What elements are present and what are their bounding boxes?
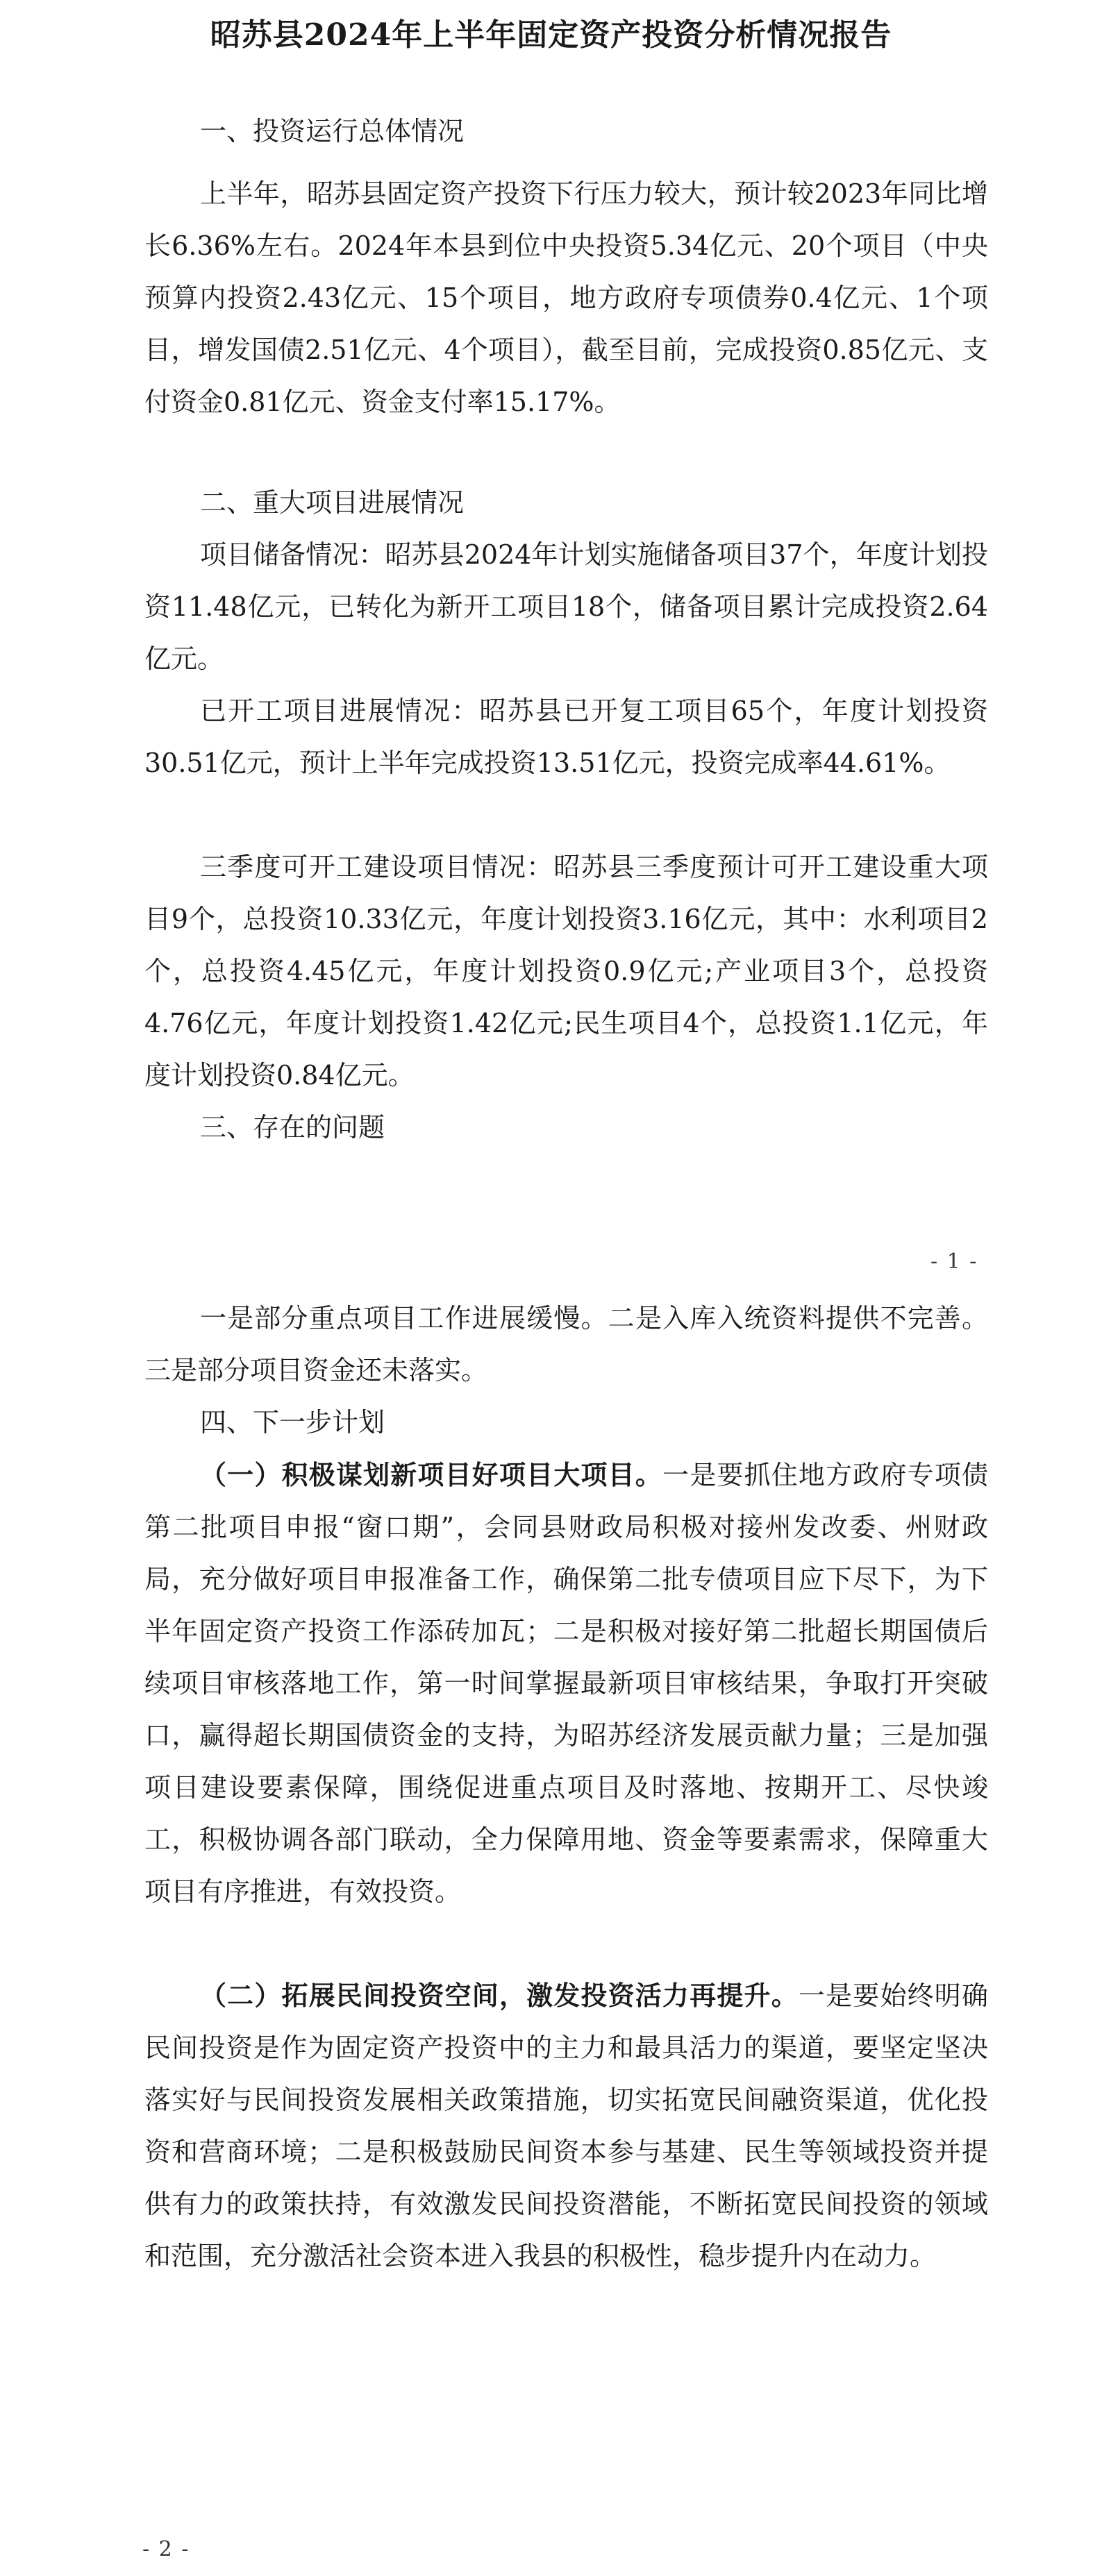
q3-paragraph [144, 841, 988, 1102]
q3-text: 昭苏县三季度预计可开工建设重大项目9个，总投资10.33亿元，年度计划投资3.16亿元，其中：水利项目2个，总投资4.45亿元，年度计划投资0.9亿元;产业项目3个，总投资4.76亿元，年度计划投资1.42亿元;民生项目4个，总投资1.1亿元，年度计划投资0.84亿元。 [144, 852, 988, 1091]
started-lead: 已开工项目进展情况： [200, 696, 480, 726]
page-number-1: - 1 - [930, 1249, 978, 1274]
page-number-2: - 2 - [142, 2537, 190, 2561]
reserve-text: 昭苏县2024年计划实施储备项目37个，年度计划投资11.48亿元，已转化为新开工项目18个，储备项目累计完成投资2.64亿元。 [144, 539, 988, 674]
plan2-paragraph [144, 1969, 988, 2282]
started-text: 昭苏县已开复工项目65个，年度计划投资30.51亿元，预计上半年完成投资13.51亿元，投资完成率44.61%。 [144, 696, 988, 778]
section2-heading: 二、重大项目进展情况 [200, 487, 465, 518]
section1-paragraph: 上半年，昭苏县固定资产投资下行压力较大，预计较2023年同比增长6.36%左右。2024年本县到位中央投资5.34亿元、20个项目（中央预算内投资2.43亿元、15个项目，地方政府专项债券0.4亿元、1个项目，增发国债2.51亿元、4个项目），截至目前，完成投资0.85亿元、支付资金0.81亿元、资金支付率15.17%。 [144, 178, 988, 417]
reserve-lead: 项目储备情况： [200, 539, 385, 570]
section4-heading: 四、下一步计划 [200, 1407, 385, 1438]
document-title: 昭苏县2024年上半年固定资产投资分析情况报告 [210, 17, 892, 53]
reserve-paragraph [144, 529, 988, 685]
section1-heading: 一、投资运行总体情况 [200, 116, 465, 146]
plan1-paragraph [144, 1449, 988, 1918]
section3-heading: 三、存在的问题 [200, 1112, 385, 1143]
plan1-text: 一是要抓住地方政府专项债第二批项目申报“窗口期”，会同县财政局积极对接州发改委、州财政局，充分做好项目申报准备工作，确保第二批专债项目应下尽下，为下半年固定资产投资工作添砖加瓦；二是积极对接好第二批超长期国债后续项目审核落地工作，第一时间掌握最新项目审核结果，争取打开突破口，赢得超长期国债资金的支持，为昭苏经济发展贡献力量；三是加强项目建设要素保障，围绕促进重点项目及时落地、按期开工、尽快竣工，积极协调各部门联动，全力保障用地、资金等要素需求，保障重大项目有序推进，有效投资。 [144, 1460, 988, 1907]
q3-lead: 三季度可开工建设项目情况： [200, 852, 554, 882]
started-paragraph [144, 685, 988, 789]
plan2-lead: （二）拓展民间投资空间，激发投资活力再提升。 [200, 1980, 799, 2011]
plan1-lead: （一）积极谋划新项目好项目大项目。 [200, 1459, 663, 1490]
plan2-text: 一是要始终明确民间投资是作为固定资产投资中的主力和最具活力的渠道，要坚定坚决落实好与民间投资发展相关政策措施，切实拓宽民间融资渠道，优化投资和营商环境；二是积极鼓励民间资本参与基建、民生等领域投资并提供有力的政策扶持，有效激发民间投资潜能，不断拓宽民间投资的领域和范围，充分激活社会资本进入我县的积极性，稳步提升内在动力。 [144, 1980, 988, 2271]
problems-paragraph: 一是部分重点项目工作进展缓慢。二是入库入统资料提供不完善。三是部分项目资金还未落实。 [144, 1303, 988, 1386]
